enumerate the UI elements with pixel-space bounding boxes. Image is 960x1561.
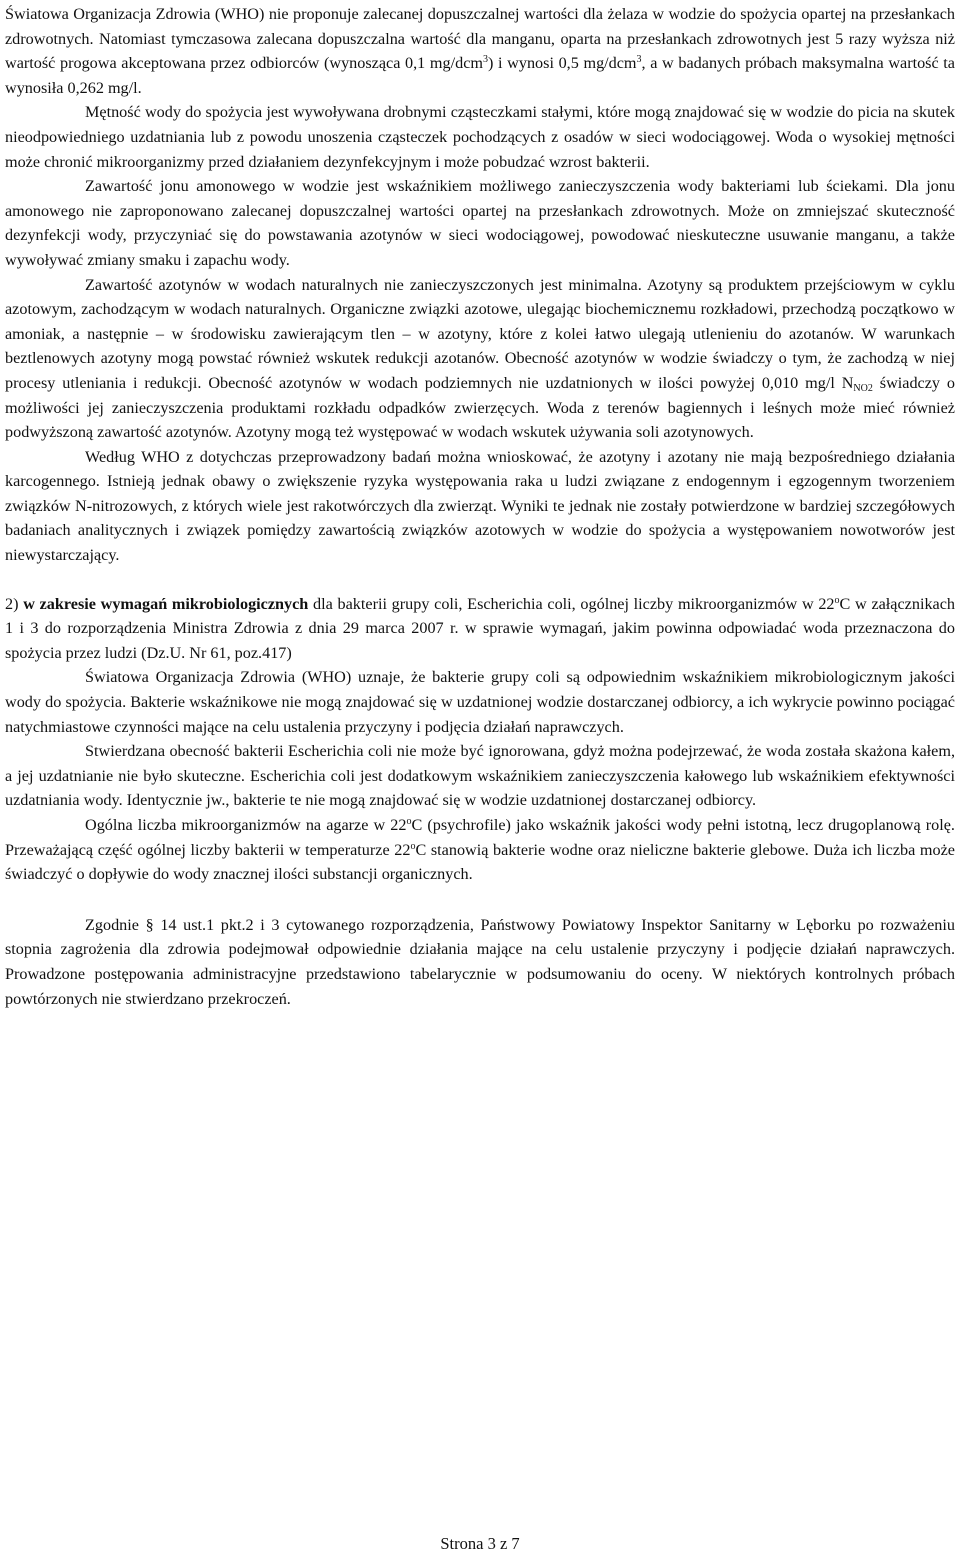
paragraph-microorganisms-count: Ogólna liczba mikroorganizmów na agarze w 22$^o$C (psychrofile) jako wskaźnik jakości wody pełni istotną, lecz drugoplanową rolę. Przeważającą część ogólnej liczby bakterii w temperaturze 22$^o$C stanowią bakterie wodne oraz nieliczne bakterie glebowe. Duża ich liczba może świadczyć o dopływie do wody znacznej ilości substancji organicznych. — [5, 816, 955, 884]
body-text — [5, 2, 955, 1011]
paragraph-microbiological-requirements: 2) w zakresie wymagań mikrobiologicznych dla bakterii grupy coli, Escherichia coli, ogólnej liczby mikroorganizmów w 22$^o$C w załącznikach 1 i 3 do rozporządzenia Ministra Zdrowia z dnia 29 marca 2007 r. w sprawie wymagań, jakim powinna odpowiadać woda przeznaczona do spożycia przez ludzi (Dz.U. Nr 61, poz.417) — [5, 594, 956, 662]
paragraph-coliform: Światowa Organizacja Zdrowia (WHO) uznaje, że bakterie grupy coli są odpowiednim wskaźnikiem mikrobiologicznym jakości wody do spożycia. Bakterie wskaźnikowe nie mogą znajdować się w uzdatnionej wodzie dostarczanej odbiorcy, a ich wykrycie powinno pociągać natychmiastowe czynności mające na celu ustalenia przyczyny i podjęcia działań naprawczych. — [5, 668, 955, 736]
paragraph-sanitary-inspector: Zgodnie § 14 ust.1 pkt.2 i 3 cytowanego rozporządzenia, Państwowy Powiatowy Inspektor Sanitarny w Lęborku po rozważeniu stopnia zagrożenia dla zdrowia podejmował odpowiednie działania mające na celu ustalenie przyczyny i podjęcie działań naprawczych. Prowadzone postępowania administracyjne przedstawiono tabelarycznie w podsumowaniu do oceny. W niektórych kontrolnych próbach powtórzonych nie stwierdzano przekroczeń. — [5, 915, 955, 1008]
paragraph-nitrites: Zawartość azotynów w wodach naturalnych nie zanieczyszczonych jest minimalna. Azotyny są produktem przejściowym w cyklu azotowym, zachodzącym w wodach naturalnych. Organiczne związki azotowe, ulegając biochemicznemu rozkładowi, przechodzą początkowo w amoniak, a następnie – w środowisku zawierającym tlen – w azotyny, które z kolei łatwo ulegają utlenieniu do azotanów. W warunkach beztlenowych azotyny mogą powstać również wskutek redukcji azotanów. Obecność azotynów w wodzie świadczy o tym, że zachodzą w niej procesy utleniania i redukcji. Obecność azotynów w wodach podziemnych nie uzdatnionych w ilości powyżej 0,010 mg/l $N_{NO2}$ świadczy o możliwości jej zanieczyszczenia produktami rozkładu odpadków zwierzęcych. Woda z terenów bagiennych i leśnych może mieć również podwyższoną zawartość azotynów. Azotyny mogą też występować w wodach wskutek używania soli azotynowych. — [5, 275, 955, 442]
paragraph-turbidity: Mętność wody do spożycia jest wywoływana drobnymi cząsteczkami stałymi, które mogą znajdować się w wodzie do picia na skutek nieodpowiedniego uzdatniania lub z powodu unoszenia cząsteczek pochodzących z osadów w sieci wodociągowej. Woda o wysokiej mętności może chronić mikroorganizmy przed działaniem dezynfekcyjnym i może pobudzać wzrost bakterii. — [5, 103, 955, 171]
paragraph-who-iron-manganese: Światowa Organizacja Zdrowia (WHO) nie proponuje zalecanej dopuszczalnej wartości dla żelaza w wodzie do spożycia opartej na przesłankach zdrowotnych. Natomiast tymczasowa zalecana dopuszczalna wartość dla manganu, oparta na przesłankach zdrowotnych jest 5 razy wyższa niż wartość progowa akceptowana przez odbiorców (wynosząca 0,1 mg/dcm$^3$) i wynosi 0,5 mg/dcm$^3$, a w badanych próbach maksymalna wartość ta wynosiła 0,262 mg/l. — [5, 5, 955, 97]
paragraph-ammonium: Zawartość jonu amonowego w wodzie jest wskaźnikiem możliwego zanieczyszczenia wody bakteriami lub ściekami. Dla jonu amonowego nie zaproponowano zalecanej dopuszczalnej wartości opartej na przesłankach zdrowotnych. Może on zmniejszać skuteczność dezynfekcji wody, przyczyniać się do powstawania azotynów w sieci wodociągowej, powodować nieskuteczne usuwanie manganu, a także wywoływać zmiany smaku i zapachu wody. — [5, 177, 955, 269]
paragraph-e-coli: Stwierdzana obecność bakterii Escherichia coli nie może być ignorowana, gdyż można podejrzewać, że woda została skażona kałem, a jej uzdatnianie nie było skuteczne. Escherichia coli jest dodatkowym wskaźnikiem zanieczyszczenia kałowego lub wskaźnikiem efektywności uzdatniania wody. Identycznie jw., bakterie te nie mogą znajdować się w wodzie uzdatnionej dostarczanej odbiorcy. — [5, 742, 955, 810]
page-number: Strona 3 z 7 — [440, 1534, 520, 1553]
paragraph-who-nitrites-cancer: Według WHO z dotychczas przeprowadzony badań można wnioskować, że azotyny i azotany nie mają bezpośredniego działania karcogennego. Istnieją jednak obawy o zwiększenie ryzyka występowania raka u ludzi związane z endogennym i egzogennym tworzeniem związków N-nitrozowych, z których wiele jest rakotwórczych dla zwierząt. Wyniki te jednak nie zostały potwierdzone w bardziej szczegółowych badaniach analitycznych i związek pomiędzy zawartością związków azotowych w wodzie do spożycia a występowaniem nowotworów jest niewystarczający. — [5, 447, 955, 565]
section-heading-bold: w zakresie wymagań mikrobiologicznych — [23, 594, 309, 613]
